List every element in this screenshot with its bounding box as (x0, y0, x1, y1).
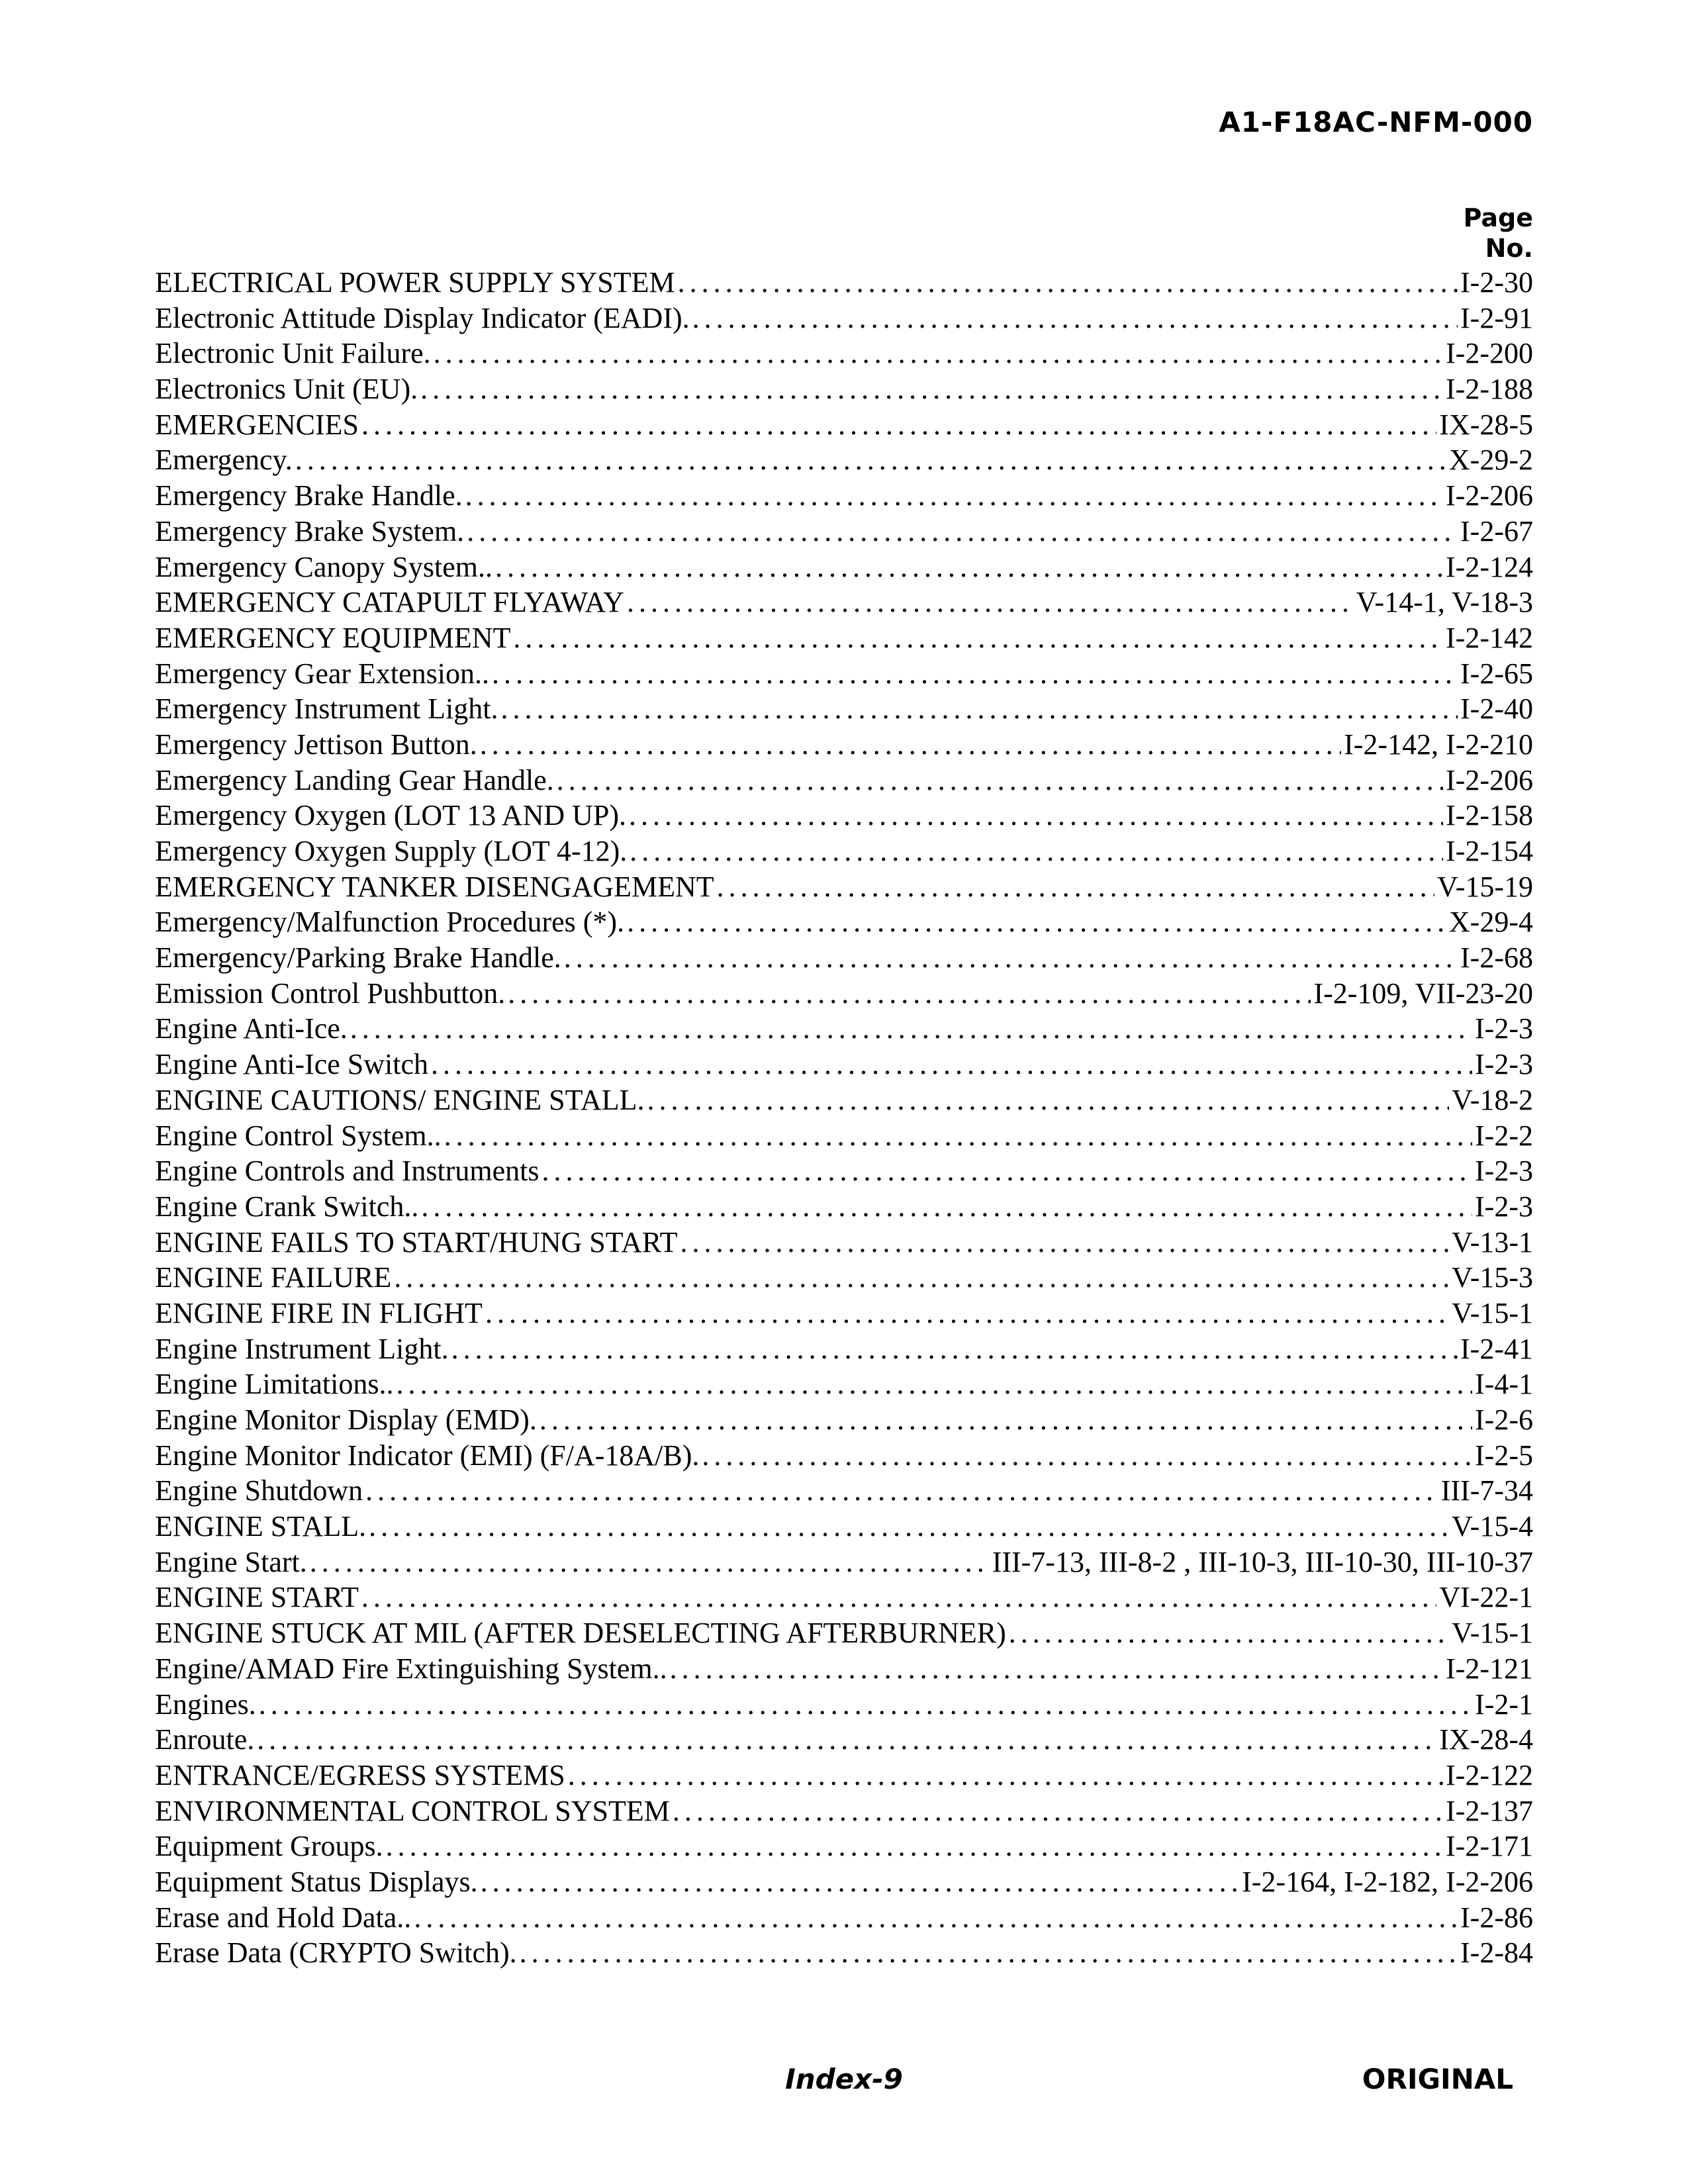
index-entry-label: Erase and Hold Data.. (155, 1901, 412, 1934)
index-entry-label: Emergency Landing Gear Handle. (155, 763, 554, 796)
index-entry (155, 1828, 1533, 1864)
index-entry-label: ELECTRICAL POWER SUPPLY SYSTEM (155, 266, 675, 299)
index-entry-page-reference: I-2-206 (1446, 763, 1533, 796)
index-entry-page-reference: I-2-41 (1460, 1332, 1533, 1365)
index-entry-page-reference: V-13-1 (1451, 1225, 1533, 1258)
dot-leader (542, 1153, 1473, 1189)
dot-leader (501, 691, 1458, 727)
index-entry-label: Emergency/Malfunction Procedures (*). (155, 906, 625, 939)
dot-leader (365, 1473, 1438, 1509)
dot-leader (564, 940, 1458, 976)
index-entry-label: Equipment Status Displays. (155, 1865, 478, 1898)
column-heading-line-2: No. (1485, 234, 1533, 263)
document-status: ORIGINAL (1362, 2063, 1513, 2095)
dot-leader (467, 514, 1458, 549)
dot-leader (692, 301, 1458, 336)
index-entry (155, 1011, 1533, 1047)
dot-leader (397, 1366, 1473, 1402)
index-entry-label: Electronics Unit (EU). (155, 373, 418, 406)
index-entry-page-reference: I-2-206 (1446, 479, 1533, 512)
index-entry-page-reference: I-2-2 (1475, 1119, 1533, 1152)
index-entry-label: Engine Instrument Light. (155, 1332, 449, 1365)
index-entry (155, 691, 1533, 727)
index-entry (155, 1260, 1533, 1296)
dot-leader (295, 442, 1446, 478)
index-entry-page-reference: I-2-40 (1460, 692, 1533, 726)
dot-leader (394, 1260, 1449, 1296)
index-entry (155, 478, 1533, 514)
index-entry (155, 1047, 1533, 1082)
index-entry-page-reference: I-2-109, VII-23-20 (1313, 976, 1533, 1010)
index-entry-page-reference: I-2-91 (1460, 301, 1533, 334)
index-entry-page-reference: I-2-158 (1446, 799, 1533, 832)
index-entry-page-reference: I-2-5 (1475, 1439, 1533, 1472)
index-entry (155, 514, 1533, 549)
index-entry-label: EMERGENCY TANKER DISENGAGEMENT (155, 870, 714, 903)
dot-leader (386, 1828, 1443, 1864)
index-entry-page-reference: V-15-1 (1451, 1617, 1533, 1650)
dot-leader (259, 1687, 1472, 1723)
dot-leader (568, 1758, 1443, 1793)
index-entry (155, 1473, 1533, 1509)
dot-leader (678, 265, 1458, 301)
dot-leader (431, 1047, 1472, 1082)
index-entry (155, 1296, 1533, 1331)
dot-leader (627, 904, 1446, 940)
index-entry-label: Emergency/Parking Brake Handle. (155, 941, 561, 974)
dot-leader (361, 407, 1436, 443)
index-entry-label: Enroute. (155, 1723, 255, 1756)
index-entry (155, 1544, 1533, 1580)
dot-leader (630, 833, 1443, 869)
index-entry (155, 265, 1533, 301)
index-entry (155, 1118, 1533, 1154)
dot-leader (451, 1331, 1458, 1367)
dot-leader (421, 1189, 1472, 1225)
index-entry-page-reference: IX-28-5 (1439, 408, 1533, 441)
index-entry (155, 620, 1533, 656)
index-entry-page-reference: V-15-4 (1451, 1510, 1533, 1543)
index-entry-page-reference: V-15-3 (1451, 1261, 1533, 1294)
index-entry-label: Emergency. (155, 444, 293, 477)
index-entry-page-reference: VI-22-1 (1439, 1581, 1533, 1614)
index-entry-label: Emergency Brake System. (155, 514, 465, 547)
index-entry-label: Emergency Instrument Light. (155, 692, 498, 726)
dot-leader (508, 976, 1311, 1012)
index-entry (155, 371, 1533, 407)
index-entry-page-reference: I-2-121 (1446, 1652, 1533, 1685)
index-entry (155, 869, 1533, 905)
dot-leader (361, 1580, 1436, 1615)
index-entry (155, 585, 1533, 620)
index-entry-page-reference: I-2-200 (1446, 337, 1533, 370)
dot-leader (480, 727, 1341, 763)
index-entry-label: Emission Control Pushbutton. (155, 976, 506, 1010)
index-entry-page-reference: I-2-67 (1460, 514, 1533, 547)
index-entry (155, 442, 1533, 478)
dot-leader (444, 1118, 1472, 1154)
dot-leader (310, 1544, 990, 1580)
index-entry-page-reference: I-2-65 (1460, 657, 1533, 690)
index-entry (155, 549, 1533, 585)
index-entry-label: Emergency Oxygen Supply (LOT 4-12). (155, 835, 628, 867)
index-entry-page-reference: I-2-171 (1446, 1830, 1533, 1863)
index-entry (155, 1900, 1533, 1936)
index-entry-page-reference: I-2-6 (1475, 1403, 1533, 1436)
index-entry (155, 1651, 1533, 1687)
dot-leader (702, 1438, 1472, 1474)
index-entry-page-reference: I-2-137 (1446, 1794, 1533, 1827)
dot-leader (420, 371, 1443, 407)
index-entry-page-reference: I-2-188 (1446, 373, 1533, 406)
index-entry-label: Engine Crank Switch.. (155, 1190, 419, 1223)
index-entry-label: Engine Shutdown (155, 1474, 363, 1507)
dot-leader (717, 869, 1434, 905)
index-entry-label: Emergency Brake Handle. (155, 479, 463, 512)
index-entry (155, 301, 1533, 336)
dot-leader (627, 585, 1354, 620)
dot-leader (485, 1296, 1449, 1331)
index-entry (155, 1331, 1533, 1367)
index-entry (155, 336, 1533, 371)
index-entry-page-reference: V-15-1 (1451, 1296, 1533, 1329)
index-entry (155, 1189, 1533, 1225)
index-entry-label: ENGINE START (155, 1581, 359, 1614)
index-entry (155, 1225, 1533, 1260)
index-entry-page-reference: III-7-13, III-8-2 , III-10-3, III-10-30, III-10-37 (992, 1545, 1533, 1578)
index-entry (155, 1864, 1533, 1900)
dot-leader (513, 620, 1443, 656)
index-entry-page-reference: V-15-19 (1436, 870, 1533, 903)
index-entry-page-reference: I-2-3 (1475, 1190, 1533, 1223)
index-entry (155, 407, 1533, 443)
index-entry-page-reference: I-2-3 (1475, 1048, 1533, 1081)
index-entry-page-reference: X-29-4 (1448, 906, 1533, 939)
index-entry-page-reference: I-4-1 (1475, 1368, 1533, 1401)
index-entry-label: ENTRANCE/EGRESS SYSTEMS (155, 1758, 565, 1791)
index-entry (155, 1402, 1533, 1438)
column-heading-line-1: Page (1463, 203, 1533, 232)
index-entry-page-reference: I-2-68 (1460, 941, 1533, 974)
index-entry (155, 1580, 1533, 1615)
index-entry-page-reference: I-2-1 (1475, 1687, 1533, 1721)
index-entry-page-reference: I-2-30 (1460, 266, 1533, 299)
index-entry-page-reference: X-29-2 (1448, 444, 1533, 477)
index-entry (155, 798, 1533, 833)
index-entry-label: EMERGENCIES (155, 408, 359, 441)
index-entry-label: Engine Monitor Display (EMD). (155, 1403, 537, 1436)
index-entry-label: Erase Data (CRYPTO Switch). (155, 1936, 517, 1970)
index-entry-page-reference: I-2-142 (1446, 621, 1533, 654)
dot-leader (680, 1225, 1448, 1260)
index-entry-label: Emergency Canopy System.. (155, 550, 492, 583)
dot-leader (647, 1082, 1449, 1118)
index-entry-page-reference: IX-28-4 (1439, 1723, 1533, 1756)
index-entry-label: ENGINE FAILURE (155, 1261, 392, 1294)
index-entry (155, 1935, 1533, 1971)
index-entry-page-reference: I-2-154 (1446, 835, 1533, 867)
index-entry-label: ENGINE CAUTIONS/ ENGINE STALL. (155, 1083, 645, 1116)
index-entry (155, 1438, 1533, 1474)
dot-leader (481, 1864, 1239, 1900)
dot-leader (414, 1900, 1458, 1936)
index-entry-label: ENGINE STALL. (155, 1510, 367, 1543)
index-entry-page-reference: V-14-1, V-18-3 (1356, 586, 1533, 619)
index-entry-page-reference: I-2-84 (1460, 1936, 1533, 1970)
document-id: A1-F18AC-NFM-000 (1219, 106, 1533, 138)
dot-leader (557, 763, 1443, 798)
dot-leader (492, 656, 1458, 692)
index-entry (155, 1687, 1533, 1723)
index-entry (155, 1758, 1533, 1793)
index-entry-label: ENVIRONMENTAL CONTROL SYSTEM (155, 1794, 670, 1827)
index-entry-page-reference: V-18-2 (1451, 1083, 1533, 1116)
index-entry-label: Engine Controls and Instruments (155, 1155, 539, 1188)
index-entry (155, 656, 1533, 692)
index-entry-page-reference: III-7-34 (1440, 1474, 1533, 1507)
index-entry-page-reference: I-2-3 (1475, 1155, 1533, 1188)
index-entry (155, 940, 1533, 976)
index-entry-label: Equipment Groups. (155, 1830, 383, 1863)
index-entry (155, 727, 1533, 763)
dot-leader (434, 336, 1443, 371)
dot-leader (1009, 1615, 1449, 1651)
index-entry-page-reference: I-2-124 (1446, 550, 1533, 583)
index-entry-list (155, 265, 1533, 1971)
index-entry-label: EMERGENCY CATAPULT FLYAWAY (155, 586, 624, 619)
index-entry-page-reference: I-2-142, I-2-210 (1344, 728, 1533, 761)
dot-leader (673, 1793, 1443, 1829)
dot-leader (465, 478, 1443, 514)
index-entry-page-reference: I-2-164, I-2-182, I-2-206 (1242, 1865, 1533, 1898)
dot-leader (629, 798, 1443, 833)
index-entry-label: ENGINE STUCK AT MIL (AFTER DESELECTING AFTERBURNER) (155, 1617, 1006, 1650)
index-entry-label: Engine Limitations.. (155, 1368, 394, 1401)
index-entry-label: ENGINE FIRE IN FLIGHT (155, 1296, 483, 1329)
index-entry (155, 1153, 1533, 1189)
index-entry-page-reference: I-2-86 (1460, 1901, 1533, 1934)
index-entry-label: Engine/AMAD Fire Extinguishing System.. (155, 1652, 667, 1685)
dot-leader (495, 549, 1443, 585)
index-entry (155, 904, 1533, 940)
index-entry-label: Engine Monitor Indicator (EMI) (F/A-18A/B). (155, 1439, 700, 1472)
index-entry-label: Engine Start. (155, 1545, 307, 1578)
index-entry-page-reference: I-2-122 (1446, 1758, 1533, 1791)
index-entry (155, 1509, 1533, 1544)
index-entry (155, 833, 1533, 869)
index-entry-label: Emergency Oxygen (LOT 13 AND UP). (155, 799, 627, 832)
dot-leader (670, 1651, 1443, 1687)
index-entry (155, 976, 1533, 1012)
index-entry (155, 1615, 1533, 1651)
page-label: Index-9 (785, 2063, 903, 2095)
index-entry-label: Electronic Attitude Display Indicator (EADI). (155, 301, 690, 334)
dot-leader (350, 1011, 1472, 1047)
index-entry-label: ENGINE FAILS TO START/HUNG START (155, 1225, 678, 1258)
index-entry (155, 1722, 1533, 1758)
page-number-column-heading (1464, 203, 1533, 263)
index-entry-label: Engine Control System.. (155, 1119, 442, 1152)
index-entry-label: Engine Anti-Ice Switch (155, 1048, 429, 1081)
index-entry (155, 1082, 1533, 1118)
index-entry-label: Engine Anti-Ice. (155, 1012, 348, 1045)
index-entry-label: Engines. (155, 1687, 256, 1721)
index-entry (155, 1793, 1533, 1829)
index-entry-label: EMERGENCY EQUIPMENT (155, 621, 511, 654)
index-entry-label: Emergency Jettison Button. (155, 728, 477, 761)
index-entry-label: Emergency Gear Extension.. (155, 657, 490, 690)
dot-leader (520, 1935, 1458, 1971)
dot-leader (257, 1722, 1436, 1758)
index-entry (155, 1366, 1533, 1402)
index-entry (155, 763, 1533, 798)
dot-leader (369, 1509, 1449, 1544)
index-entry-page-reference: I-2-3 (1475, 1012, 1533, 1045)
dot-leader (539, 1402, 1472, 1438)
index-entry-label: Electronic Unit Failure. (155, 337, 431, 370)
